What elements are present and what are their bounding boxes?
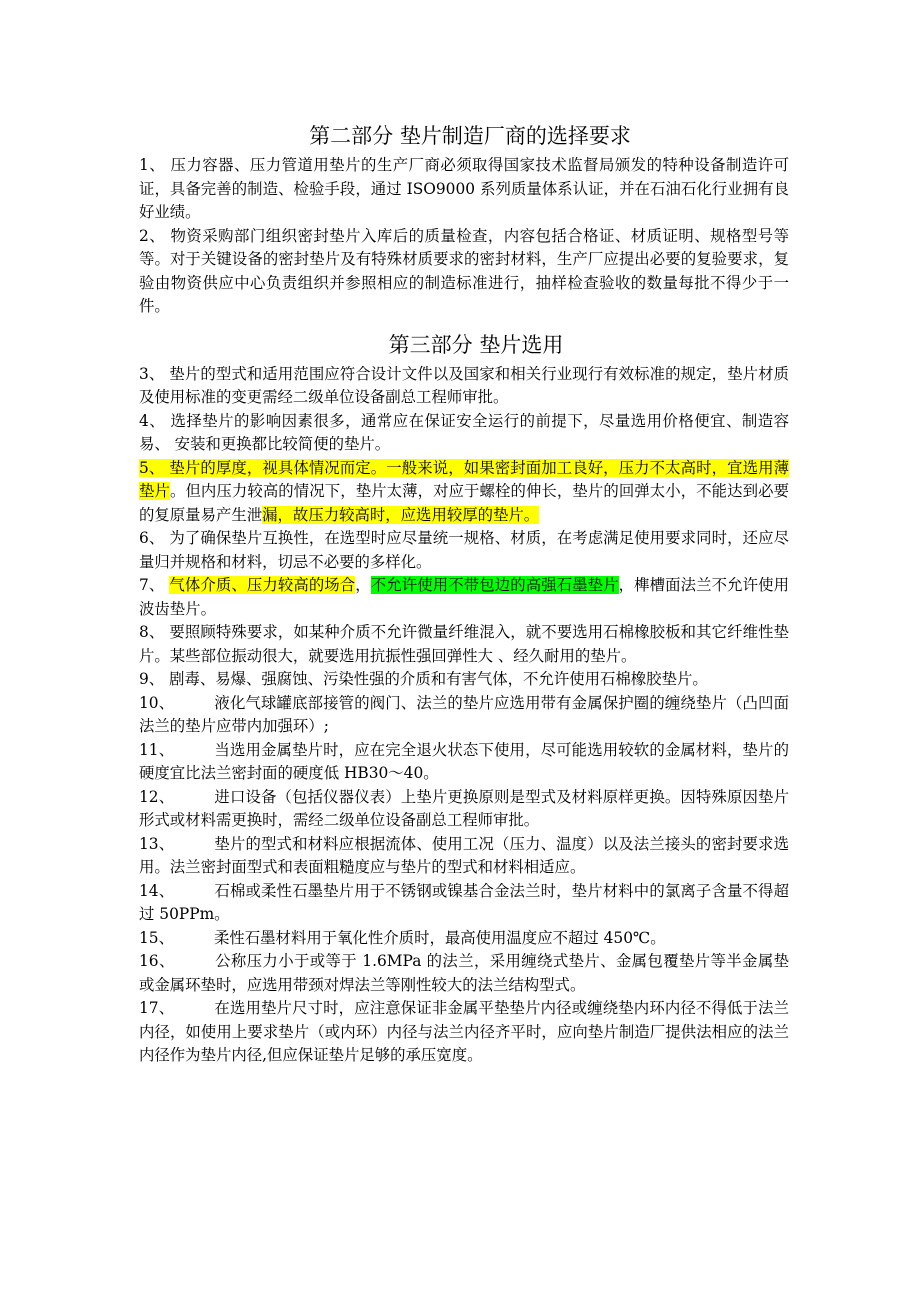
list-item: [139, 927, 789, 951]
item-9: 9、 剧毒、易爆、强腐蚀、污染性强的介质和有害气体，不允许使用石棉橡胶垫片。: [139, 670, 708, 688]
item-5-highlight-2: 漏，故压力较高时，应选用较厚的垫片。: [262, 505, 540, 524]
item-7-separator: ，: [355, 576, 371, 594]
item-6: 6、 为了确保垫片互换性，在选型时应尽量统一规格、材质，在考虑满足使用要求同时，还应尽量归并规格和材料，切忌不必要的多样化。: [139, 529, 789, 571]
item-text: 柔性石墨材料用于氧化性介质时，最高使用温度应不超过 450℃。: [213, 928, 666, 947]
item-7-rest: ，榫槽面法兰不允许使用波齿垫片。: [139, 576, 789, 618]
item-text: 垫片的型式和材料应根据流体、使用工况（压力、温度）以及法兰接头的密封要求选用。法兰密封面型式和表面粗糙度应与垫片的型式和材料相适应。: [139, 834, 789, 876]
item-text: 在选用垫片尺寸时，应注意保证非金属平垫垫片内径或缠绕垫内环内径不得低于法兰内径，如使用上要求垫片（或内环）内径与法兰内径齐平时，应向垫片制造厂提供法相应的法兰内径作为垫片内径,但应保证垫片足够的承压宽度。: [139, 999, 789, 1064]
item-8: 8、 要照顾特殊要求，如某种介质不允许微量纤维混入，就不要选用石棉橡胶板和其它纤维性垫片。某些部位振动很大，就要选用抗振性强回弹性大 、经久耐用的垫片。: [139, 623, 789, 665]
section-2-title: 第二部分 垫片制造厂商的选择要求: [309, 124, 631, 148]
item-7-highlight-green: 不允许使用不带包边的高强石墨垫片: [370, 576, 619, 594]
list-item: [139, 739, 789, 786]
item-5-highlight-1: 5、 垫片的厚度，视具体情况而定。一般来说，如果密封面加工良好，压力不太高时，宜选用薄垫片: [139, 458, 789, 500]
item-5-text: 。但内压力较高的情况下，垫片太薄，对应于螺栓的伸长，垫片的回弹太小，不能达到必要的复原量易产生泄: [139, 482, 789, 524]
list-item: [139, 880, 789, 927]
item-4: 4、 选择垫片的影响因素很多，通常应在保证安全运行的前提下，尽量选用价格便宜、制造容易、 安装和更换都比较简便的垫片。: [139, 411, 789, 453]
item-text: 石棉或柔性石墨垫片用于不锈钢或镍基合金法兰时，垫片材料中的氯离子含量不得超过 50PPm。: [139, 881, 789, 923]
item-number: 15、: [139, 928, 174, 947]
item-text: 进口设备（包括仪器仪表）上垫片更换原则是型式及材料原样更换。因特殊原因垫片形式或材料需更换时，需经二级单位设备副总工程师审批。: [139, 787, 789, 829]
list-item: [139, 786, 789, 833]
item-number: 10、: [139, 693, 175, 712]
item-5: [139, 457, 789, 528]
item-1: 1、 压力容器、压力管道用垫片的生产厂商必须取得国家技术监督局颁发的特种设备制造许可证，具备完善的制造、检验手段，通过 ISO9000 系列质量体系认证，并在石油石化行业拥有良好业绩。: [139, 156, 789, 221]
numbered-items-list: [139, 692, 789, 1068]
item-number: 12、: [139, 787, 175, 806]
item-7: [139, 574, 789, 621]
item-text: 当选用金属垫片时，应在完全退火状态下使用，尽可能选用较软的金属材料，垫片的硬度宜比法兰密封面的硬度低 HB30～40。: [139, 740, 789, 782]
list-item: [139, 692, 789, 739]
item-number: 17、: [139, 999, 175, 1017]
list-item: [139, 950, 789, 997]
document-page: [139, 118, 789, 1068]
item-7-number: 7、: [139, 576, 170, 594]
list-item: [139, 997, 789, 1068]
item-text: 液化气球罐底部接管的阀门、法兰的垫片应选用带有金属保护圈的缠绕垫片（凸凹面法兰的垫片应带内加强环）;: [139, 693, 789, 735]
item-number: 13、: [139, 834, 175, 853]
section-3-title: 第三部分 垫片选用: [388, 332, 564, 357]
item-2: 2、 物资采购部门组织密封垫片入库后的质量检查，内容包括合格证、材质证明、规格型号等等。对于关键设备的密封垫片及有特殊材质要求的密封材料，生产厂应提出必要的复验要求，复验由物资供应中心负责组织并参照相应的制造标准进行，抽样检查验收的数量每批不得少于一件。: [139, 226, 789, 315]
item-number: 16、: [139, 952, 175, 970]
item-number: 11、: [139, 740, 175, 759]
item-7-highlight-yellow: 气体介质、压力较高的场合: [169, 576, 356, 594]
list-item: [139, 833, 789, 880]
item-number: 14、: [139, 881, 175, 900]
item-3: 3、 垫片的型式和适用范围应符合设计文件以及国家和相关行业现行有效标准的规定，垫片材质及使用标准的变更需经二级单位设备副总工程师审批。: [139, 364, 789, 406]
item-text: 公称压力小于或等于 1.6MPa 的法兰，采用缠绕式垫片、金属包覆垫片等半金属垫或金属环垫时，应选用带颈对焊法兰等刚性较大的法兰结构型式。: [139, 952, 789, 994]
